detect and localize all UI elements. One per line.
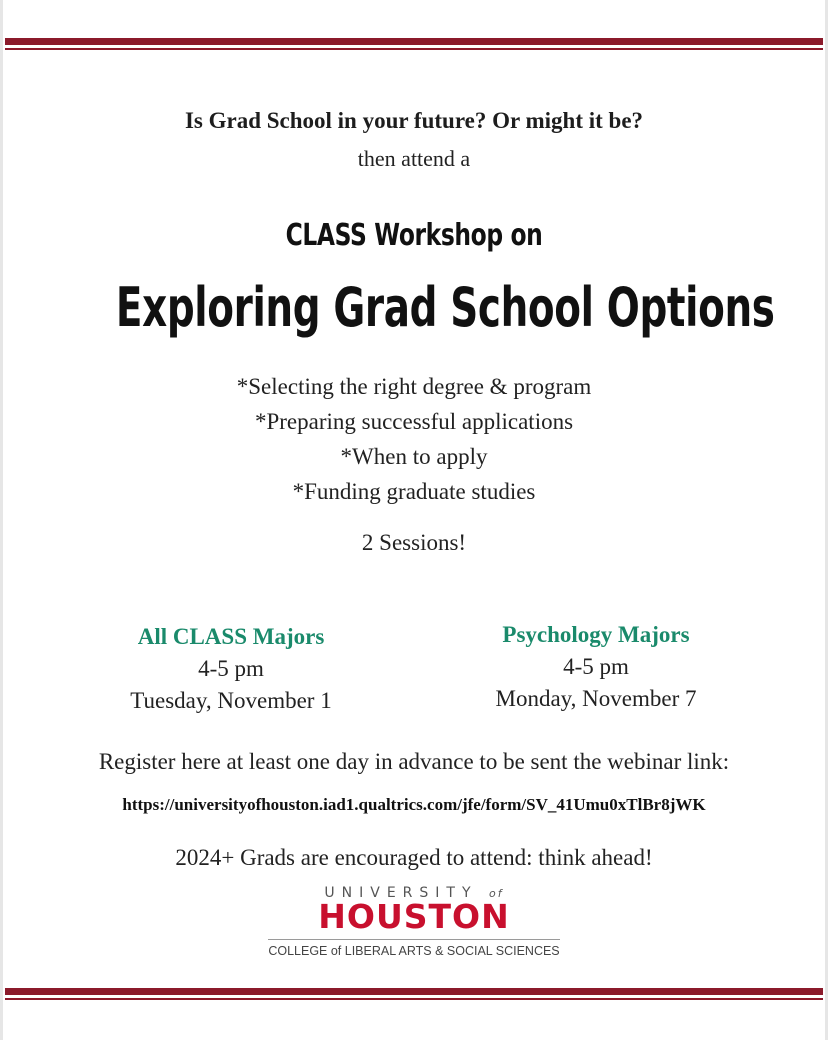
grads-note: 2024+ Grads are encouraged to attend: think ahead! [175,845,653,870]
logo-college-name: COLLEGE of LIBERAL ARTS & SOCIAL SCIENCES [268,944,560,958]
logo-of-text: of [488,887,504,900]
topic-item: *Funding graduate studies [292,479,536,504]
logo-divider [268,939,560,940]
session-all-class [81,621,381,717]
session-time: 4-5 pm [563,654,629,679]
session-time: 4-5 pm [198,656,264,681]
topic-item: *When to apply [340,444,488,469]
top-rule [5,38,823,50]
session-audience: All CLASS Majors [137,624,325,649]
topic-item: *Preparing successful applications [254,409,574,434]
logo-houston-wordmark: HOUSTON [318,897,510,936]
session-date: Tuesday, November 1 [130,688,332,713]
workshop-label: CLASS Workshop on [285,218,543,253]
registration-link[interactable]: https://universityofhouston.iad1.qualtrics.com/jfe/form/SV_41Umu0xTlBr8jWK [122,795,706,814]
session-audience: Psychology Majors [502,622,690,647]
topic-item: *Selecting the right degree & program [236,374,592,399]
headline: Is Grad School in your future? Or might it be? [184,108,644,133]
bottom-rule [5,988,823,1000]
university-logo [264,882,564,964]
sessions-count: 2 Sessions! [361,530,467,555]
page-title: Exploring Grad School Options [115,276,775,339]
register-instructions: Register here at least one day in advance to be sent the webinar link: [98,749,730,774]
session-psychology [446,619,746,715]
logo-university-text: UNIVERSITY [324,885,478,901]
subline: then attend a [357,146,471,171]
session-date: Monday, November 7 [495,686,697,711]
